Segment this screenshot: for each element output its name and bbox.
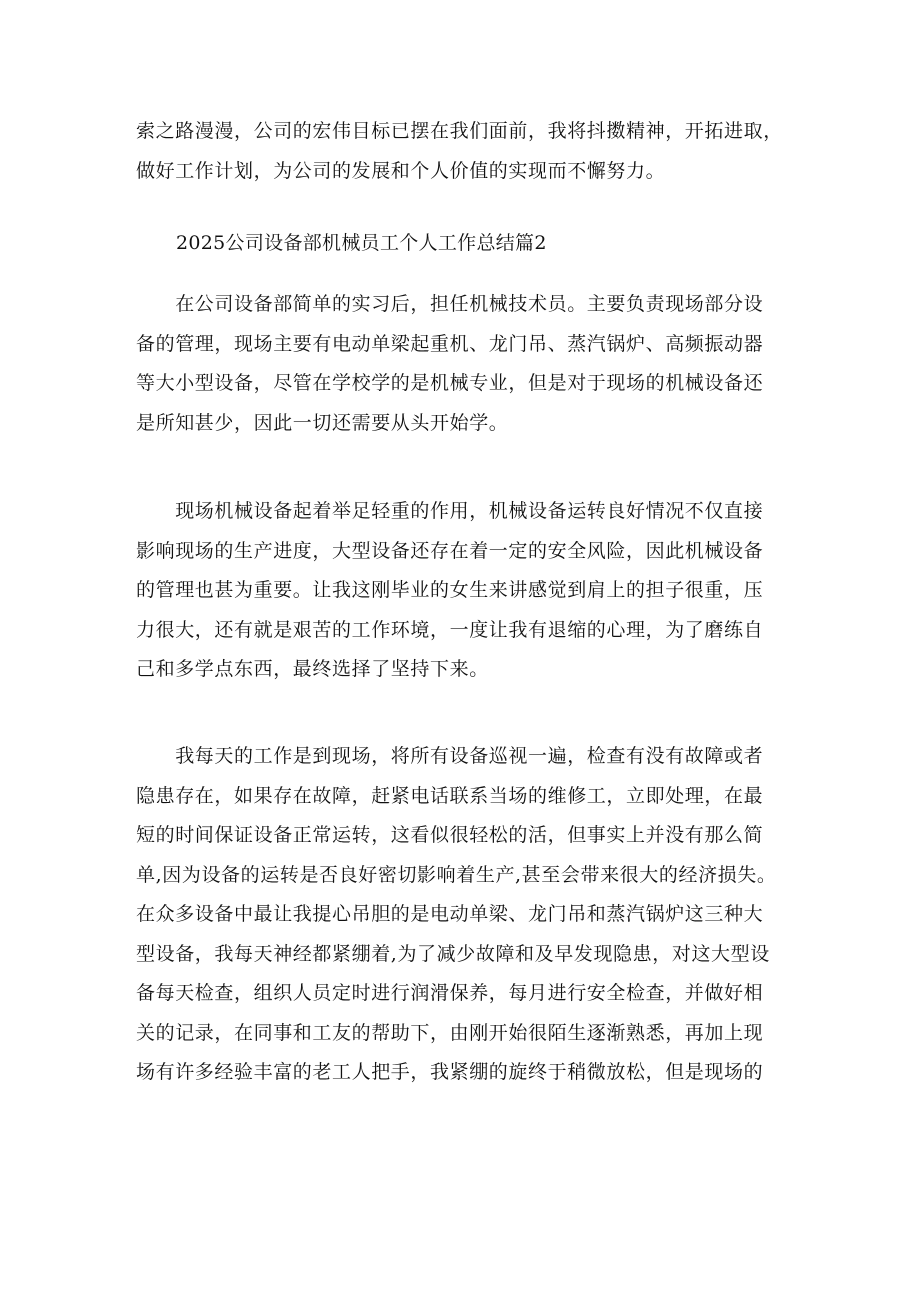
paragraph-line: 单,因为设备的运转是否良好密切影响着生产,甚至会带来很大的经济损失。 — [136, 863, 777, 886]
paragraph-1 — [136, 285, 786, 443]
paragraph-line: 做好工作计划，为公司的发展和个人价值的实现而不懈努力。 — [136, 159, 666, 182]
paragraph-line: 现场机械设备起着举足轻重的作用，机械设备运转良好情况不仅直接 — [136, 500, 764, 522]
paragraph-line: 备每天检查，组织人员定时进行润滑保养，每月进行安全检查，并做好相 — [136, 982, 764, 1004]
paragraph-line: 力很大，还有就是艰苦的工作环境，一度让我有退缩的心理，为了磨练自 — [136, 618, 764, 641]
paragraph-line: 我每天的工作是到现场，将所有设备巡视一遍，检查有没有故障或者 — [136, 745, 764, 767]
paragraph-line: 关的记录，在同事和工友的帮助下，由刚开始很陌生逐渐熟悉，再加上现 — [136, 1021, 764, 1044]
paragraph-line: 在众多设备中最让我提心吊胆的是电动单梁、龙门吊和蒸汽锅炉这三种大 — [136, 903, 764, 925]
section-title: 2025公司设备部机械员工个人工作总结篇2 — [176, 232, 547, 254]
paragraph-line: 是所知甚少，因此一切还需要从头开始学。 — [136, 411, 509, 434]
intro-paragraph — [136, 112, 786, 191]
paragraph-line: 型设备，我每天神经都紧绷着,为了减少故障和及早发现隐患，对这大型设 — [136, 942, 770, 965]
paragraph-line: 场有许多经验丰富的老工人把手，我紧绷的旋终于稍微放松，但是现场的 — [136, 1061, 764, 1083]
paragraph-line: 影响现场的生产进度，大型设备还存在着一定的安全风险，因此机械设备 — [136, 539, 764, 562]
paragraph-line: 的管理也甚为重要。让我这刚毕业的女生来讲感觉到肩上的担子很重，压 — [136, 579, 764, 601]
paragraph-line: 等大小型设备，尽管在学校学的是机械专业，但是对于现场的机械设备还 — [136, 372, 764, 394]
paragraph-line: 短的时间保证设备正常运转，这看似很轻松的活，但事实上并没有那么简 — [136, 824, 764, 846]
paragraph-2 — [136, 492, 786, 690]
paragraph-3 — [136, 737, 786, 1093]
paragraph-line: 备的管理，现场主要有电动单梁起重机、龙门吊、蒸汽锅炉、高频振动器 — [136, 332, 764, 355]
paragraph-line: 在公司设备部简单的实习后，担任机械技术员。主要负责现场部分设 — [136, 293, 764, 315]
paragraph-line: 己和多学点东西，最终选择了坚持下来。 — [136, 658, 489, 680]
paragraph-line: 索之路漫漫，公司的宏伟目标已摆在我们面前，我将抖擞精神，开拓进取， — [136, 120, 783, 142]
paragraph-line: 隐患存在，如果存在故障，赶紧电话联系当场的维修工，立即处理，在最 — [136, 784, 764, 807]
